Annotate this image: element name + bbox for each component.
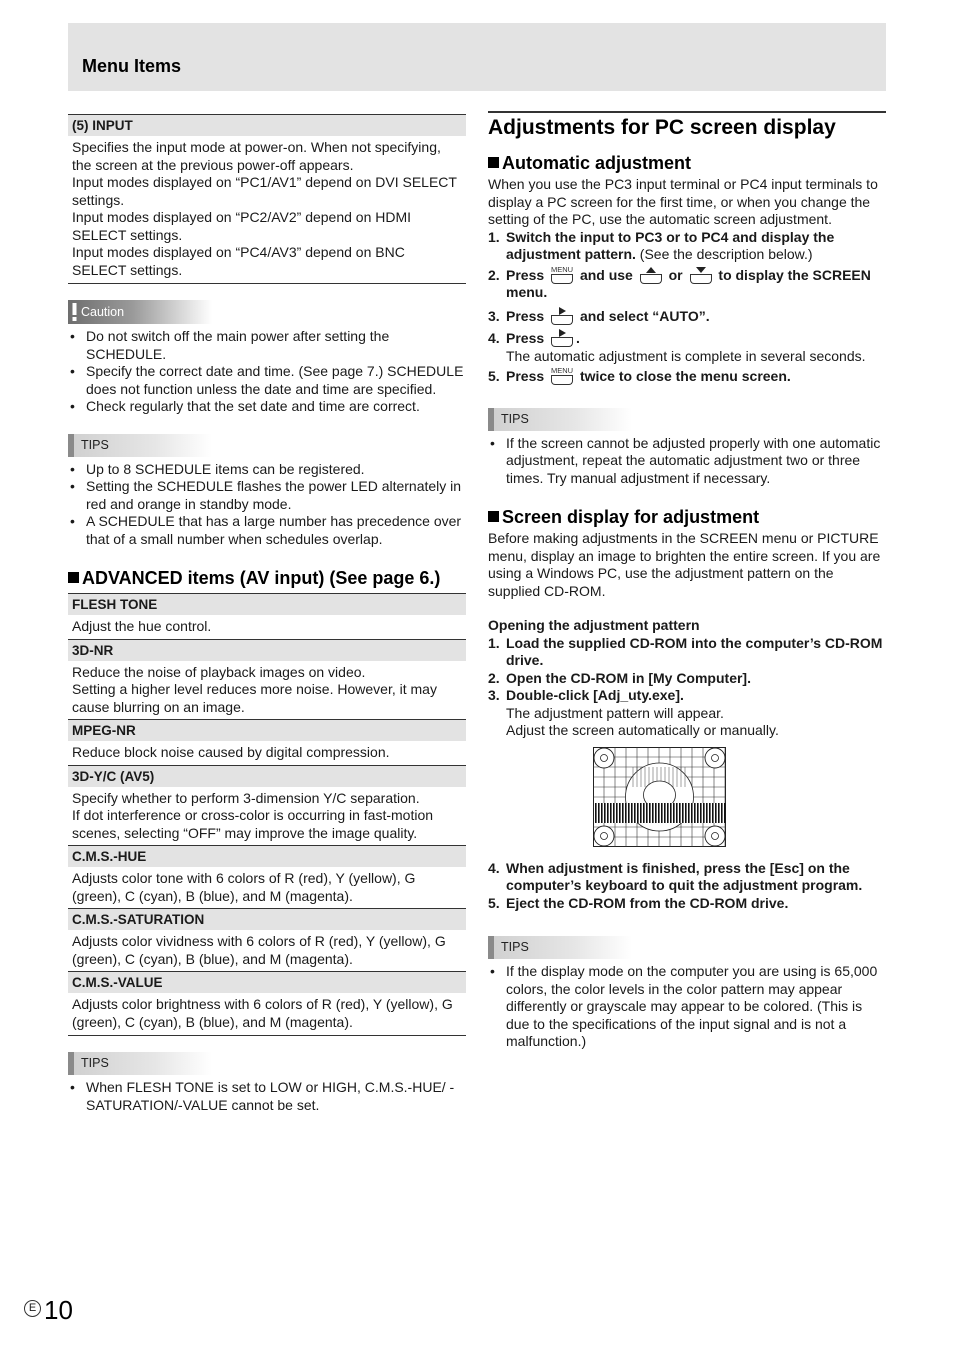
input-line: Input modes displayed on “PC2/AV2” depend on HDMI SELECT settings. bbox=[72, 209, 412, 243]
table-row-body: Reduce block noise caused by digital compression. bbox=[72, 744, 390, 760]
final-steps bbox=[488, 860, 886, 913]
step-note: The automatic adjustment is complete in several seconds. bbox=[506, 347, 866, 364]
tips-label: TIPS bbox=[488, 408, 632, 431]
list-item bbox=[488, 229, 886, 264]
menu-key-label: MENU bbox=[551, 366, 574, 375]
step-text: When adjustment is finished, press the [Esc] on the computer’s keyboard to quit the adjustment program. bbox=[506, 859, 863, 893]
square-bullet-icon bbox=[488, 157, 499, 168]
step-number: 2. bbox=[488, 266, 500, 283]
step-text: Press bbox=[506, 307, 545, 324]
auto-heading bbox=[488, 152, 886, 174]
list-item: • If the display mode on the computer you are using is 65,000 colors, the color levels in the color pattern may appear differently or grayscale may appear to be colored. (This is due to the specifications of the input signal and is not a malfunction.) bbox=[488, 963, 886, 1051]
menu-button-icon bbox=[550, 264, 574, 284]
list-item bbox=[488, 264, 886, 302]
step-text: to display the SCREEN menu. bbox=[506, 266, 871, 300]
tips-block-1 bbox=[68, 434, 466, 549]
tips-label: TIPS bbox=[488, 936, 632, 959]
input-body bbox=[68, 136, 466, 284]
caution-label bbox=[68, 300, 212, 324]
step-number: 2. bbox=[488, 669, 500, 686]
list-item: • Do not switch off the main power after setting the SCHEDULE. bbox=[68, 328, 466, 363]
table-row-body: Reduce the noise of playback images on video. Setting a higher level reduces more noise. However, it may cause blurring on an image. bbox=[72, 663, 437, 715]
step-number: 3. bbox=[488, 687, 500, 703]
list-item bbox=[488, 670, 886, 688]
table-row-head: C.M.S.-SATURATION bbox=[68, 908, 466, 930]
step-number: 5. bbox=[488, 368, 500, 384]
table-row-body: Specify whether to perform 3-dimension Y/C separation. If dot interference or cross-color is occurring in fast-motion scenes, selecting “OFF” may improve the image quality. bbox=[72, 789, 434, 841]
step-number: 4. bbox=[488, 859, 500, 876]
tips-block-4 bbox=[488, 936, 886, 1051]
list-item bbox=[488, 330, 886, 365]
caution-block bbox=[68, 300, 466, 416]
step-text: and select “AUTO”. bbox=[579, 307, 710, 324]
down-button-icon bbox=[689, 267, 713, 284]
page-heading: Adjustments for PC screen display bbox=[488, 111, 886, 140]
step-text: Eject the CD-ROM from the CD-ROM drive. bbox=[506, 894, 789, 911]
right-button-icon bbox=[550, 330, 574, 347]
menu-key-label: MENU bbox=[551, 264, 574, 274]
list-item bbox=[488, 635, 886, 670]
table-row-head: 3D-NR bbox=[68, 639, 466, 661]
step-text: Double-click [Adj_uty.exe]. bbox=[506, 687, 684, 703]
tips-label: TIPS bbox=[68, 434, 212, 457]
tips-block-3 bbox=[488, 408, 886, 488]
tips-label: TIPS bbox=[68, 1052, 212, 1075]
adjustment-pattern-image bbox=[593, 747, 726, 847]
exclamation-icon bbox=[71, 303, 78, 321]
menu-button-icon bbox=[550, 368, 574, 385]
left-column bbox=[68, 114, 466, 1114]
right-column bbox=[488, 111, 886, 1051]
advanced-title: ADVANCED items (AV input) (See page 6.) bbox=[82, 568, 441, 588]
table-row-head: 3D-Y/C (AV5) bbox=[68, 765, 466, 787]
step-note: Adjust the screen automatically or manually. bbox=[506, 722, 779, 738]
list-item bbox=[488, 860, 886, 895]
step-text: Press bbox=[506, 266, 545, 283]
table-row-body: Adjusts color tone with 6 colors of R (red), Y (yellow), G (green), C (cyan), B (blue), and M (magenta). bbox=[72, 870, 416, 904]
square-bullet-icon bbox=[68, 572, 79, 583]
table-row-head: MPEG-NR bbox=[68, 719, 466, 741]
table-row-head: C.M.S.-HUE bbox=[68, 845, 466, 867]
input-line: Input modes displayed on “PC1/AV1” depend on DVI SELECT settings. bbox=[72, 174, 457, 208]
list-item bbox=[488, 895, 886, 913]
screen-title: Screen display for adjustment bbox=[502, 507, 760, 527]
step-number: 4. bbox=[488, 330, 500, 346]
caution-label-text: Caution bbox=[81, 305, 125, 319]
list-item: • Specify the correct date and time. (See page 7.) SCHEDULE does not function unless the date and time are specified. bbox=[68, 363, 466, 398]
auto-title: Automatic adjustment bbox=[502, 153, 692, 173]
step-text: or bbox=[668, 266, 683, 283]
screen-intro: Before making adjustments in the SCREEN menu or PICTURE menu, display an image to brighten the entire screen. If you are using a Windows PC, use the adjustment pattern on the supplied CD-ROM. bbox=[488, 530, 881, 599]
table-row-body: Adjusts color brightness with 6 colors of R (red), Y (yellow), G (green), C (cyan), B (blue), and M (magenta). bbox=[68, 993, 466, 1036]
step-text: and use bbox=[579, 266, 633, 283]
list-item bbox=[488, 368, 886, 386]
opening-title: Opening the adjustment pattern bbox=[488, 617, 700, 633]
input-line: Specifies the input mode at power-on. When not specifying, the screen at the previous power-off appears. bbox=[72, 139, 441, 173]
caution-list bbox=[68, 328, 466, 416]
step-text: twice to close the menu screen. bbox=[579, 368, 791, 384]
up-button-icon bbox=[639, 267, 663, 284]
tips-block-2 bbox=[68, 1052, 466, 1114]
adjustment-pattern-graphic bbox=[593, 747, 726, 847]
list-item: • When FLESH TONE is set to LOW or HIGH, C.M.S.-HUE/ -SATURATION/-VALUE cannot be set. bbox=[68, 1079, 466, 1114]
list-item bbox=[488, 687, 886, 740]
table-row-body: Adjusts color vividness with 6 colors of R (red), Y (yellow), G (green), C (cyan), B (blue), and M (magenta). bbox=[72, 933, 446, 967]
step-text: Switch the input to PC3 or to PC4 and display the adjustment pattern. bbox=[506, 228, 835, 262]
input-line: Input modes displayed on “PC4/AV3” depend on BNC SELECT settings. bbox=[72, 244, 405, 278]
advanced-table bbox=[68, 593, 466, 1036]
advanced-heading bbox=[68, 567, 466, 589]
section-title: Menu Items bbox=[82, 56, 182, 76]
list-item: • A SCHEDULE that has a large number has precedence over that of a small number when schedules overlap. bbox=[68, 513, 466, 548]
step-number: 1. bbox=[488, 634, 500, 651]
table-row-head: FLESH TONE bbox=[68, 593, 466, 615]
tips-list bbox=[488, 963, 886, 1051]
square-bullet-icon bbox=[488, 511, 499, 522]
step-text: . bbox=[576, 330, 580, 346]
table-row-body: Adjust the hue control. bbox=[72, 618, 212, 634]
tips-list bbox=[68, 1079, 466, 1114]
step-note: The adjustment pattern will appear. bbox=[506, 704, 724, 721]
input-table bbox=[68, 114, 466, 284]
list-item: • Up to 8 SCHEDULE items can be registered. bbox=[68, 461, 466, 479]
page-number-text: 10 bbox=[44, 1295, 73, 1325]
step-number: 3. bbox=[488, 307, 500, 324]
step-text: Press bbox=[506, 330, 545, 346]
table-row-head: C.M.S.-VALUE bbox=[68, 971, 466, 993]
step-number: 1. bbox=[488, 228, 500, 245]
step-number: 5. bbox=[488, 894, 500, 911]
list-item: • Check regularly that the set date and time are correct. bbox=[68, 398, 466, 416]
section-header bbox=[68, 23, 886, 91]
step-text: Open the CD-ROM in [My Computer]. bbox=[506, 669, 751, 686]
list-item: • If the screen cannot be adjusted properly with one automatic adjustment, repeat the automatic adjustment two or three times. Try manual adjustment if necessary. bbox=[488, 435, 886, 488]
screen-heading bbox=[488, 506, 886, 528]
step-text-note: (See the description below.) bbox=[635, 246, 813, 262]
auto-intro: When you use the PC3 input terminal or PC4 input terminals to display a PC screen for the first time, or when you change the setting of the PC, use the automatic screen adjustment. bbox=[488, 176, 878, 227]
region-badge: E bbox=[24, 1300, 41, 1317]
opening-steps bbox=[488, 635, 886, 740]
tips-list bbox=[68, 461, 466, 549]
input-head: (5) INPUT bbox=[68, 114, 466, 136]
list-item bbox=[488, 308, 886, 326]
step-text: Press bbox=[506, 368, 545, 384]
step-text: Load the supplied CD-ROM into the computer’s CD-ROM drive. bbox=[506, 634, 883, 668]
tips-list bbox=[488, 435, 886, 488]
auto-steps bbox=[488, 229, 886, 386]
right-button-icon bbox=[550, 308, 574, 325]
list-item: • Setting the SCHEDULE flashes the power LED alternately in red and orange in standby mode. bbox=[68, 478, 466, 513]
